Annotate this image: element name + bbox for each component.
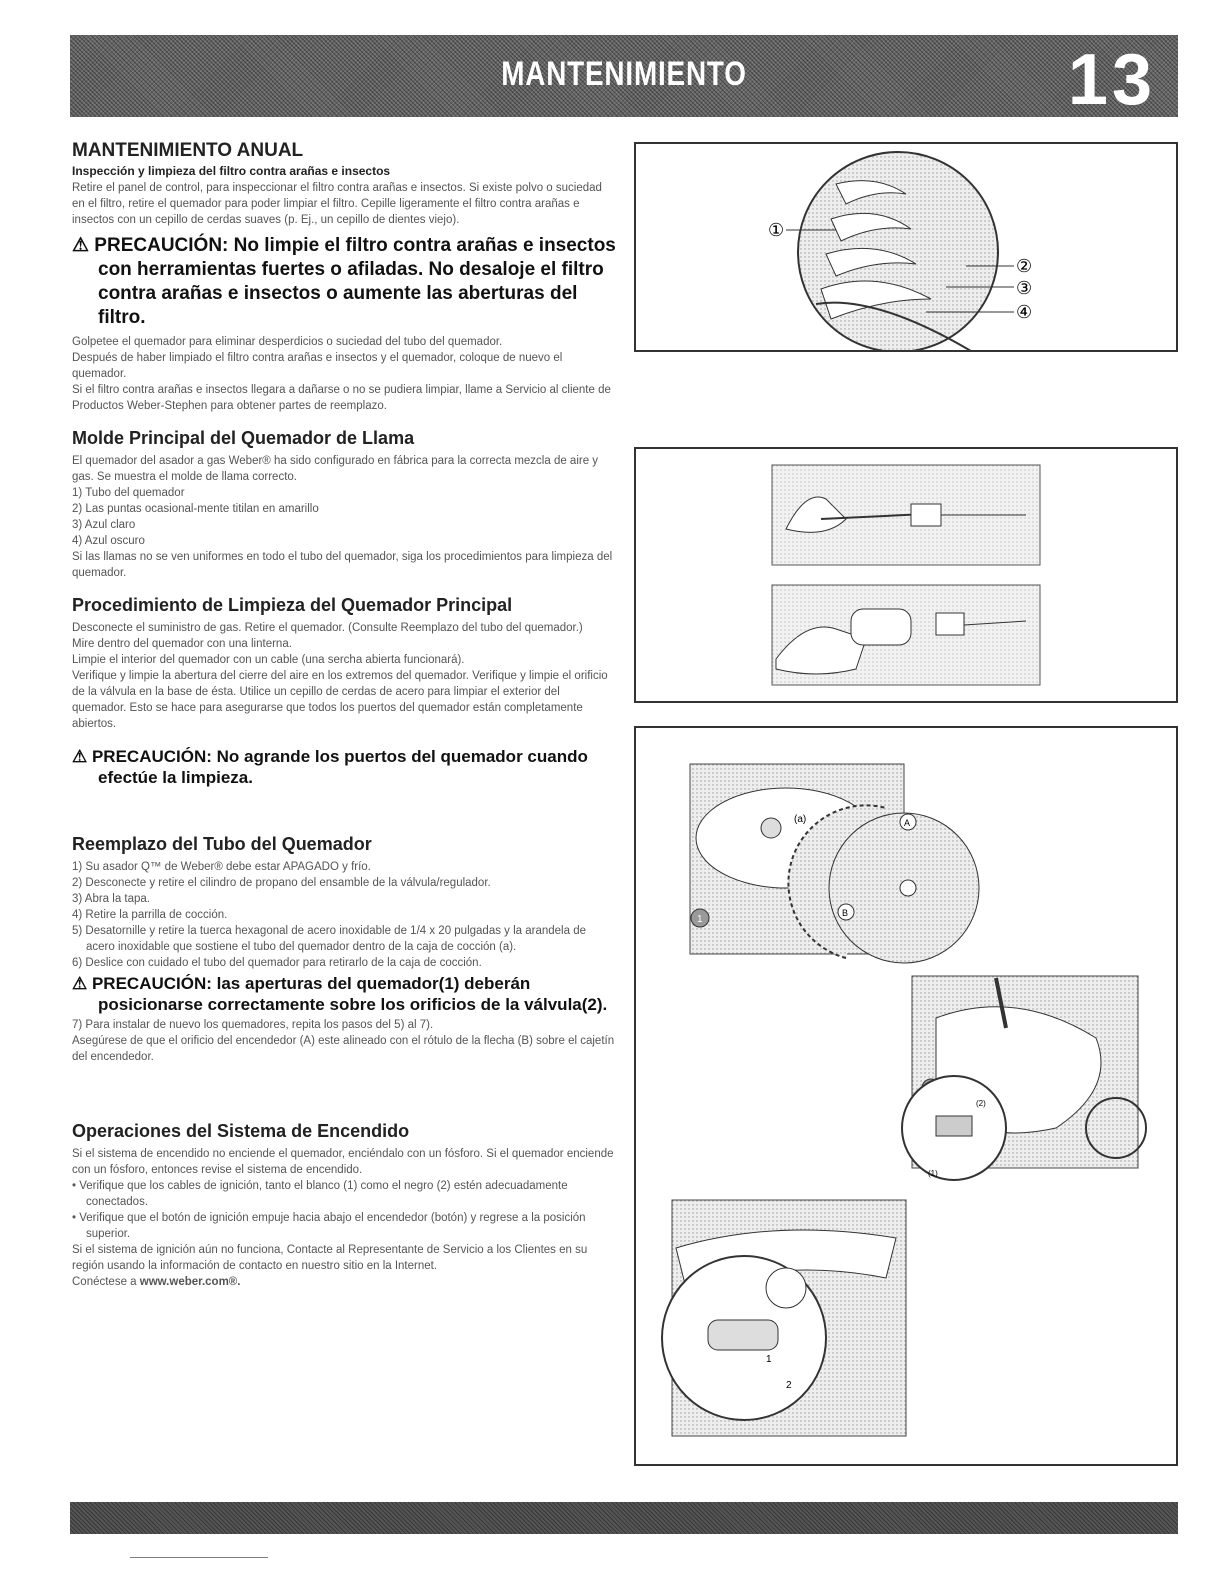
weber-link[interactable]: www.weber.com®. xyxy=(139,1276,241,1288)
replace-step: 1) Su asador Q™ de Weber® debe estar APAGADO y frío. xyxy=(72,861,371,873)
burner-replacement-figure xyxy=(634,726,1178,1466)
ignition-label: 1 xyxy=(766,1354,772,1365)
replace-step-7: 7) Para instalar de nuevo los quemadores, repita los pasos del 5) al 7). xyxy=(72,1019,434,1031)
cleaning-p2: Mire dentro del quemador con una linterna. xyxy=(72,638,292,650)
hex-nut xyxy=(761,818,781,838)
wire-label: (1) xyxy=(928,1169,938,1178)
flame-magnifier-circle xyxy=(798,152,998,350)
footer-underline xyxy=(130,1557,268,1558)
flame-item: 2) Las puntas ocasional-mente titilan en amarillo xyxy=(72,503,319,515)
annual-warning: ⚠ PRECAUCIÓN: No limpie el filtro contra arañas e insectos con herramientas fuertes o afiladas. No desaloje el filtro contra arañas e insectos o aumente las aberturas del filtro. xyxy=(72,235,616,328)
replace-note: Asegúrese de que el orificio del encendedor (A) este alineado con el rótulo de la flecha (B) sobre el cajetín del encendedor. xyxy=(72,1035,615,1063)
burner-label: 1 xyxy=(697,914,703,925)
replace-title: Reemplazo del Tubo del Quemador xyxy=(72,834,372,854)
ignition-intro: Si el sistema de encendido no enciende el quemador, enciéndalo con un fósforo. Si el quemador enciende con un fósforo, entonces revise el sistema de encendido. xyxy=(72,1148,614,1176)
header-banner xyxy=(70,35,1178,120)
wire-label: (2) xyxy=(976,1099,986,1108)
replace-step: 5) Desatornille y retire la tuerca hexagonal de acero inoxidable de 1/4 x 20 pulgadas y la arandela de acero inoxidable que sostiene el tubo del quemador dentro de la caja de cocción (a). xyxy=(72,925,586,953)
cleaning-title: Procedimiento de Limpieza del Quemador Principal xyxy=(72,595,513,615)
cleaning-p4: Verifique y limpie la abertura del cierre del aire en los extremos del quemador. Verifique y limpie el orificio de la válvula en la base de ésta. Utilice un cepillo de cerdas de acero para limpiar el exterior del quemador. Esto se hace para asegurarse que todos los puertos del quemador están completamente abiertos. xyxy=(72,670,608,730)
replace-step: 3) Abra la tapa. xyxy=(72,893,150,905)
flame-label: ① xyxy=(768,220,785,240)
wire-connector xyxy=(936,1116,972,1136)
igniter xyxy=(900,880,916,896)
replace-warning: ⚠ PRECAUCIÓN: las aperturas del quemador(1) deberán posicionarse correctamente sobre los orificios de la válvula(2). xyxy=(72,974,608,1014)
left-column xyxy=(72,140,617,1290)
flame-label: ② xyxy=(1016,256,1033,276)
burner-tube-end xyxy=(911,504,941,526)
ignition-outro: Si el sistema de ignición aún no funciona, Contacte al Representante de Servicio a los Clientes en su región usando la información de contacto en nuestro sitio en la Internet. xyxy=(72,1244,588,1272)
brush-tool xyxy=(851,609,911,645)
replace-step: 2) Desconecte y retire el cilindro de propano del ensamble de la válvula/regulador. xyxy=(72,877,491,889)
ignition-site-line xyxy=(72,1274,617,1290)
annual-subtitle: Inspección y limpieza del filtro contra arañas e insectos xyxy=(72,164,391,178)
annual-text: Retire el panel de control, para inspeccionar el filtro contra arañas e insectos. Si existe polvo o suciedad en el filtro, retire el quemador para poder limpiar el filtro. Cepille ligeramente el filtro contra arañas e insectos con un cepillo de cerdas suaves (p. Ej., un cepillo de dientes viejo). xyxy=(72,182,602,226)
ignition-bullet: • Verifique que los cables de ignición, tanto el blanco (1) como el negro (2) estén adecuadamente conectados. xyxy=(72,1180,568,1208)
burner-cleaning-figure xyxy=(634,447,1178,703)
footer-bar xyxy=(70,1502,1178,1534)
flame-label: ④ xyxy=(1016,302,1033,322)
cleaning-warning: ⚠ PRECAUCIÓN: No agrande los puertos del quemador cuando efectúe la limpieza. xyxy=(72,747,588,787)
annual-after-3: Si el filtro contra arañas e insectos llegara a dañarse o no se pudiera limpiar, llame a Servicio al cliente de Productos Weber-Stephen para obtener partes de reemplazo. xyxy=(72,384,611,412)
burner-replacement-drawing xyxy=(636,728,1176,1464)
cleaning-p3: Limpie el interior del quemador con un cable (una sercha abierta funcionará). xyxy=(72,654,465,666)
burner-label: B xyxy=(842,908,849,918)
cleaning-p1: Desconecte el suministro de gas. Retire el quemador. (Consulte Reemplazo del tubo del quemador.) xyxy=(72,622,583,634)
flame-outro: Si las llamas no se ven uniformes en todo el tubo del quemador, siga los procedimientos para limpieza del quemador. xyxy=(72,551,613,579)
flame-item: 3) Azul claro xyxy=(72,519,136,531)
burner-label: (a) xyxy=(794,814,807,825)
ignition-label: 2 xyxy=(786,1380,792,1391)
ignition-button xyxy=(708,1320,778,1350)
flame-item: 1) Tubo del quemador xyxy=(72,487,185,499)
page-title: MANTENIMIENTO xyxy=(501,55,747,93)
ignition-bullet: • Verifique que el botón de ignición empuje hacia abajo el encendedor (botón) y regrese a la posición superior. xyxy=(72,1212,586,1240)
replace-step: 6) Deslice con cuidado el tubo del quemador para retirarlo de la caja de cocción. xyxy=(72,957,482,969)
annual-after-1: Golpetee el quemador para eliminar desperdicios o suciedad del tubo del quemador. xyxy=(72,336,503,348)
flame-title: Molde Principal del Quemador de Llama xyxy=(72,428,415,448)
ignition-site-prefix: Conéctese a xyxy=(72,1276,140,1288)
detail-circle xyxy=(766,1268,806,1308)
flame-pattern-drawing xyxy=(636,144,1176,350)
annual-after-2: Después de haber limpiado el filtro contra arañas e insectos y el quemador, coloque de nuevo el quemador. xyxy=(72,352,563,380)
flame-item: 4) Azul oscuro xyxy=(72,535,145,547)
burner-cleaning-drawing xyxy=(636,449,1176,701)
flame-label: ③ xyxy=(1016,278,1033,298)
page-number: 13 xyxy=(1067,40,1156,120)
flame-pattern-figure xyxy=(634,142,1178,352)
burner-tube-end xyxy=(936,613,964,635)
replace-step: 4) Retire la parrilla de cocción. xyxy=(72,909,228,921)
annual-title: MANTENIMIENTO ANUAL xyxy=(72,140,304,161)
burner-label: A xyxy=(904,818,911,828)
ignition-title: Operaciones del Sistema de Encendido xyxy=(72,1121,410,1141)
flame-intro: El quemador del asador a gas Weber® ha sido configurado en fábrica para la correcta mezcla de aire y gas. Se muestra el molde de llama correcto. xyxy=(72,455,599,483)
